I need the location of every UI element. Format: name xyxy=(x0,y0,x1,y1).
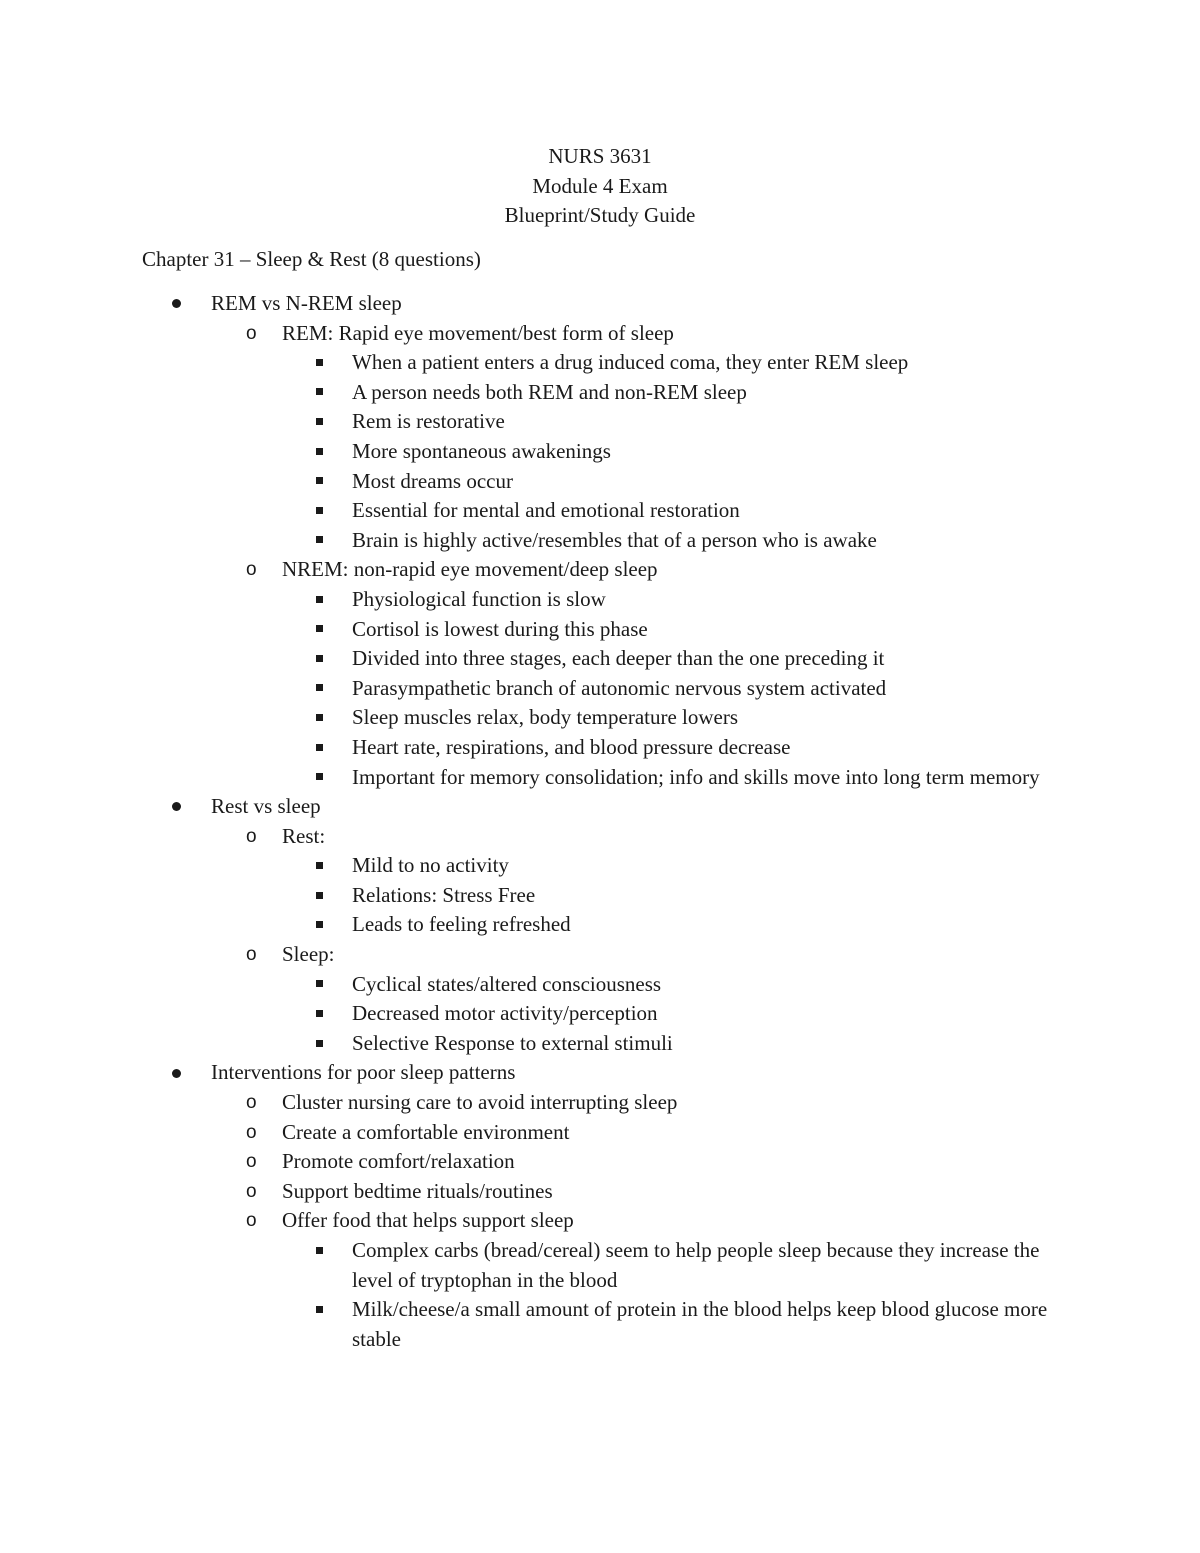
list-item: Most dreams occur xyxy=(352,468,513,493)
outline-item-level3 xyxy=(0,763,1200,793)
list-item: Offer food that helps support sleep xyxy=(282,1208,574,1233)
document-header xyxy=(0,142,1200,231)
outline xyxy=(0,289,1200,1354)
outline-item-level3 xyxy=(0,348,1200,378)
bullet-square-icon xyxy=(316,703,323,733)
outline-item-level1 xyxy=(0,289,1200,319)
list-item: Create a comfortable environment xyxy=(282,1119,570,1144)
list-item: Leads to feeling refreshed xyxy=(352,912,571,937)
outline-item-level3 xyxy=(0,970,1200,1000)
outline-item-level3 xyxy=(0,851,1200,881)
outline-item-level3 xyxy=(0,1236,1200,1295)
bullet-square-icon xyxy=(316,881,323,911)
list-item: A person needs both REM and non-REM sleep xyxy=(352,379,747,404)
list-item: Cyclical states/altered consciousness xyxy=(352,971,662,996)
list-item: Sleep muscles relax, body temperature lowers xyxy=(352,705,739,730)
section-title: REM vs N-REM sleep xyxy=(211,291,402,315)
subsection-title: REM: Rapid eye movement/best form of sleep xyxy=(282,320,674,345)
bullet-ring-icon: o xyxy=(246,944,257,966)
bullet-square-icon xyxy=(316,910,323,940)
outline-item-level3 xyxy=(0,703,1200,733)
outline-item-level2 xyxy=(0,1177,1200,1207)
list-item: Selective Response to external stimuli xyxy=(352,1030,673,1055)
bullet-ring-icon: o xyxy=(246,1151,257,1173)
list-item: Mild to no activity xyxy=(352,853,509,878)
outline-item-level3 xyxy=(0,378,1200,408)
outline-item-level3 xyxy=(0,881,1200,911)
list-item: Divided into three stages, each deeper than the one preceding it xyxy=(352,646,885,671)
outline-item-level2 xyxy=(0,1206,1200,1236)
bullet-square-icon xyxy=(316,1029,323,1059)
outline-item-level2 xyxy=(0,1088,1200,1118)
bullet-square-icon xyxy=(316,585,323,615)
outline-item-level3 xyxy=(0,674,1200,704)
list-item: Milk/cheese/a small amount of protein in the blood helps keep blood glucose more stable xyxy=(352,1297,1048,1351)
outline-item-level3 xyxy=(0,407,1200,437)
bullet-square-icon xyxy=(316,851,323,881)
bullet-square-icon xyxy=(316,674,323,704)
outline-item-level3 xyxy=(0,496,1200,526)
outline-item-level3 xyxy=(0,437,1200,467)
outline-item-level3 xyxy=(0,733,1200,763)
bullet-ring-icon: o xyxy=(246,1092,257,1114)
list-item: Physiological function is slow xyxy=(352,586,606,611)
bullet-disc-icon xyxy=(172,792,181,822)
list-item: Brain is highly active/resembles that of a person who is awake xyxy=(352,527,877,552)
outline-item-level3 xyxy=(0,644,1200,674)
list-item: Heart rate, respirations, and blood pressure decrease xyxy=(352,734,791,759)
list-item: Complex carbs (bread/cereal) seem to help people sleep because they increase the level of tryptophan in the blood xyxy=(352,1238,1040,1292)
bullet-ring-icon: o xyxy=(246,1121,257,1143)
outline-item-level3 xyxy=(0,585,1200,615)
bullet-square-icon xyxy=(316,496,323,526)
list-item: Essential for mental and emotional restoration xyxy=(352,498,740,523)
bullet-ring-icon: o xyxy=(246,825,257,847)
section-title: Interventions for poor sleep patterns xyxy=(211,1060,516,1085)
list-item: Promote comfort/relaxation xyxy=(282,1149,515,1174)
outline-item-level2 xyxy=(0,319,1200,349)
outline-item-level2 xyxy=(0,940,1200,970)
bullet-square-icon xyxy=(316,644,323,674)
outline-item-level3 xyxy=(0,999,1200,1029)
outline-item-level3 xyxy=(0,467,1200,497)
outline-item-level2 xyxy=(0,1118,1200,1148)
list-item: Support bedtime rituals/routines xyxy=(282,1178,553,1203)
exam-title: Module 4 Exam xyxy=(532,173,668,198)
outline-item-level3 xyxy=(0,910,1200,940)
bullet-square-icon xyxy=(316,733,323,763)
bullet-square-icon xyxy=(316,378,323,408)
subsection-title: Rest: xyxy=(282,823,326,848)
bullet-square-icon xyxy=(316,526,323,556)
bullet-square-icon xyxy=(316,437,323,467)
outline-item-level2 xyxy=(0,822,1200,852)
outline-item-level2 xyxy=(0,555,1200,585)
section-title: Rest vs sleep xyxy=(211,794,321,819)
bullet-ring-icon: o xyxy=(246,1180,257,1202)
course-code: NURS 3631 xyxy=(548,144,652,168)
list-item: Decreased motor activity/perception xyxy=(352,1001,658,1026)
chapter-heading: Chapter 31 – Sleep & Rest (8 questions) xyxy=(142,247,481,271)
list-item: Important for memory consolidation; info and skills move into long term memory xyxy=(352,764,1040,789)
bullet-disc-icon xyxy=(172,1058,181,1088)
bullet-square-icon xyxy=(316,763,323,793)
bullet-square-icon xyxy=(316,1295,323,1325)
bullet-ring-icon: o xyxy=(246,322,257,344)
bullet-square-icon xyxy=(316,999,323,1029)
bullet-ring-icon: o xyxy=(246,559,257,581)
list-item: Cluster nursing care to avoid interrupting sleep xyxy=(282,1090,678,1115)
bullet-square-icon xyxy=(316,970,323,1000)
bullet-disc-icon xyxy=(172,289,181,319)
bullet-ring-icon: o xyxy=(246,1210,257,1232)
outline-item-level3 xyxy=(0,1029,1200,1059)
outline-item-level3 xyxy=(0,615,1200,645)
list-item: More spontaneous awakenings xyxy=(352,438,611,463)
bullet-square-icon xyxy=(316,407,323,437)
outline-item-level1 xyxy=(0,792,1200,822)
list-item: Parasympathetic branch of autonomic nervous system activated xyxy=(352,675,887,700)
outline-item-level3 xyxy=(0,1295,1200,1354)
list-item: Cortisol is lowest during this phase xyxy=(352,616,648,641)
outline-item-level1 xyxy=(0,1058,1200,1088)
outline-item-level2 xyxy=(0,1147,1200,1177)
list-item: Relations: Stress Free xyxy=(352,882,536,907)
bullet-square-icon xyxy=(316,348,323,378)
bullet-square-icon xyxy=(316,1236,323,1266)
bullet-square-icon xyxy=(316,467,323,497)
subsection-title: Sleep: xyxy=(282,942,335,967)
outline-item-level3 xyxy=(0,526,1200,556)
bullet-square-icon xyxy=(316,615,323,645)
list-item: Rem is restorative xyxy=(352,409,505,434)
list-item: When a patient enters a drug induced coma, they enter REM sleep xyxy=(352,350,909,375)
subsection-title: NREM: non-rapid eye movement/deep sleep xyxy=(282,557,658,582)
guide-title: Blueprint/Study Guide xyxy=(504,203,696,227)
